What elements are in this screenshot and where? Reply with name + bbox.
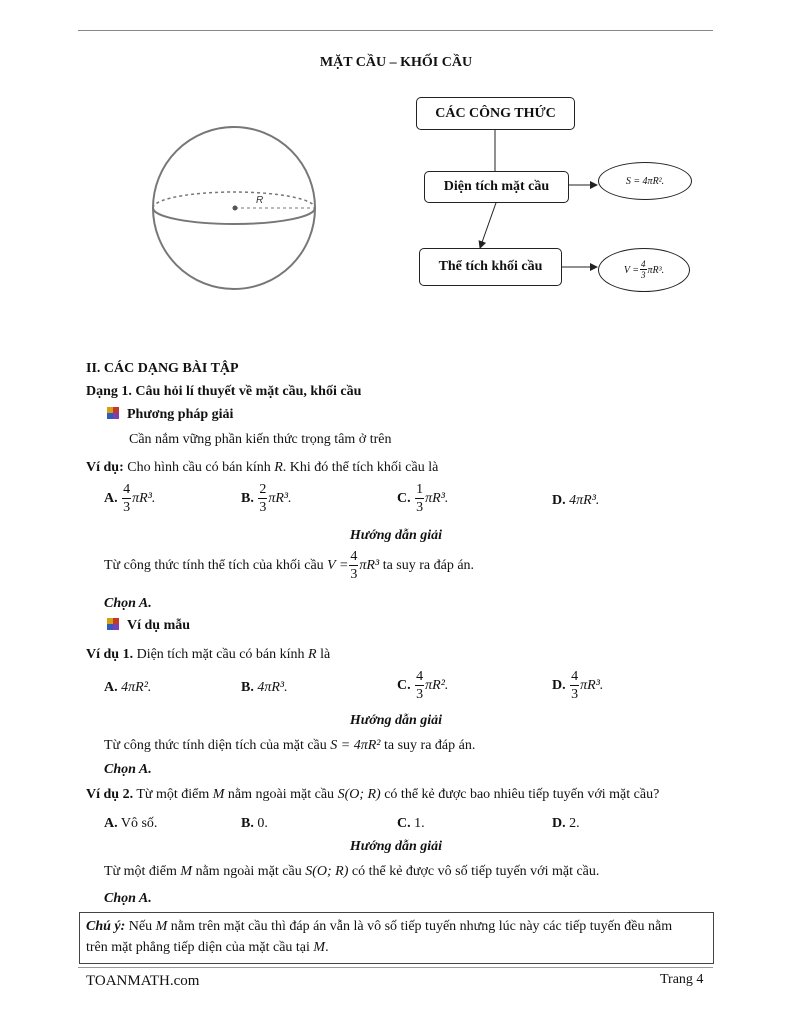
vd1-question: Ví dụ 1. Diện tích mặt cầu có bán kính R là <box>86 647 331 662</box>
method-text: Cần nắm vững phần kiến thức trọng tâm ở trên <box>129 432 392 447</box>
bullet-icon <box>107 618 119 630</box>
bullet-icon <box>107 407 119 419</box>
sphere-figure <box>150 125 320 295</box>
volume-formula-ellipse <box>598 248 690 292</box>
vidu-solution: Từ công thức tính thể tích của khối cầu V = $\frac{4}{3}$ πR³ ta suy ra đáp án. <box>104 549 475 582</box>
vidu-option-b: B. $\frac{2}{3}$ πR³. <box>241 482 292 515</box>
area-formula-ellipse <box>598 162 692 200</box>
vd1-solution: Từ công thức tính diện tích của mặt cầu S = 4πR² ta suy ra đáp án. <box>104 738 476 753</box>
note-line-2: trên mặt phẳng tiếp diện của mặt cầu tại M. <box>86 940 329 955</box>
method-heading-text: Phương pháp giải <box>127 407 234 422</box>
formula-header-box <box>416 97 575 130</box>
vd2-guide-heading: Hướng dẫn giải <box>349 839 443 854</box>
vd2-solution: Từ một điểm M nằm ngoài mặt cầu S(O; R) có thể kẻ được vô số tiếp tuyến với mặt cầu. <box>104 864 600 879</box>
vd2-option-c: C. 1. <box>397 816 425 831</box>
vd1-option-a: A. 4πR². <box>104 680 152 695</box>
note-line-1: Chú ý: Nếu M nằm trên mặt cầu thì đáp án vẫn là vô số tiếp tuyến nhưng lúc này các tiếp tuyến đều nằm <box>86 919 673 934</box>
sphere-equator-front <box>153 208 315 224</box>
vd1-option-c: C. $\frac{4}{3}$ πR². <box>397 669 449 702</box>
volume-formula-fraction: $\frac{4}{3}$ <box>641 259 646 280</box>
dang1-heading: Dạng 1. Câu hỏi lí thuyết về mặt cầu, khối cầu <box>86 384 362 399</box>
formula-header-text: CÁC CÔNG THỨC <box>435 105 556 121</box>
vd2-question: Ví dụ 2. Từ một điểm M nằm ngoài mặt cầu S(O; R) có thể kẻ được bao nhiêu tiếp tuyến với mặt cầu? <box>86 787 660 802</box>
area-box-text: Diện tích mặt cầu <box>443 179 550 194</box>
sphere-center <box>233 206 238 211</box>
volume-box-text: Thể tích khối cầu <box>438 259 543 274</box>
vd2-option-d: D. 2. <box>552 816 580 831</box>
samples-heading-text: Ví dụ mẫu <box>127 618 191 633</box>
vd1-option-b: B. 4πR³. <box>241 680 288 695</box>
sphere-radius-label: R <box>256 195 264 206</box>
header-rule <box>78 30 713 31</box>
volume-box <box>419 248 562 286</box>
vidu-answer: Chọn A. <box>104 596 152 611</box>
method-heading <box>107 407 233 423</box>
footer-site: TOANMATH.com <box>86 973 200 989</box>
footer-page-number: Trang 4 <box>660 972 704 987</box>
vd1-guide-heading: Hướng dẫn giải <box>349 713 443 728</box>
page-title: MẶT CẦU – KHỐI CẦU <box>319 55 473 70</box>
note-box <box>79 912 714 964</box>
area-formula-text: S = 4πR². <box>625 175 665 187</box>
vd2-option-b: B. 0. <box>241 816 268 831</box>
samples-heading <box>107 618 190 634</box>
sphere-equator-back <box>153 192 315 208</box>
vidu-option-a: A. $\frac{4}{3}$ πR³. <box>104 482 156 515</box>
volume-formula-right: πR³. <box>647 264 665 276</box>
vd1-answer: Chọn A. <box>104 762 152 777</box>
volume-formula-left: V = <box>623 264 640 276</box>
vd2-answer: Chọn A. <box>104 891 152 906</box>
connector-area-volume <box>480 200 497 248</box>
section-heading: II. CÁC DẠNG BÀI TẬP <box>86 361 239 376</box>
vidu-guide-heading: Hướng dẫn giải <box>349 528 443 543</box>
vidu-option-d: D. 4πR³. <box>552 493 600 508</box>
vd1-option-d: D. $\frac{4}{3}$ πR³. <box>552 669 604 702</box>
area-box <box>424 171 569 203</box>
vidu-question: Ví dụ: Cho hình cầu có bán kính R. Khi đó thể tích khối cầu là <box>86 460 439 475</box>
vd2-option-a: A. Vô số. <box>104 816 158 831</box>
vidu-option-c: C. $\frac{1}{3}$ πR³. <box>397 482 449 515</box>
footer-rule <box>78 967 713 968</box>
